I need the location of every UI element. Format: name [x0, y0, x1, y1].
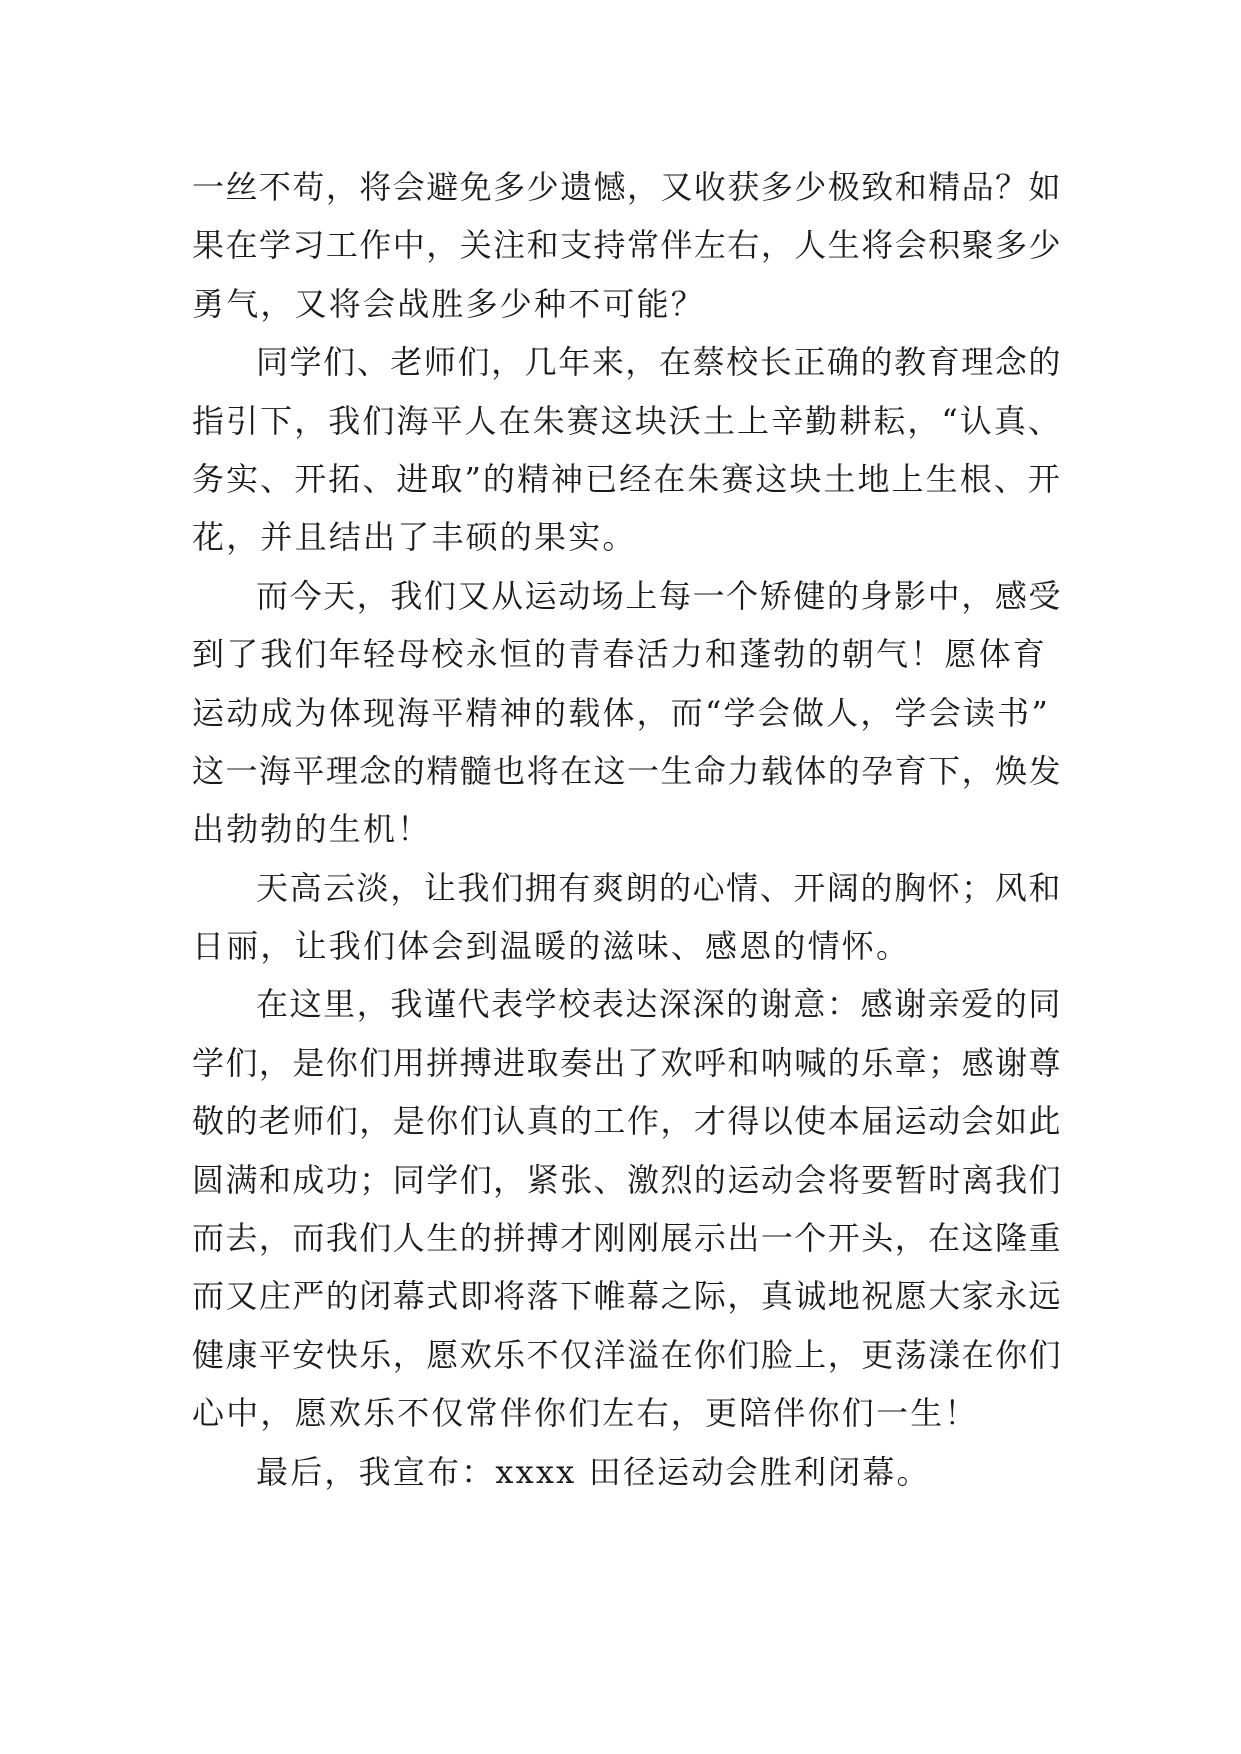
- text-line: 日丽，让我们体会到温暖的滋味、感恩的情怀。: [192, 927, 911, 966]
- text-line: 健康平安快乐，愿欢乐不仅洋溢在你们脸上，更荡漾在你们: [192, 1335, 1062, 1374]
- text-line: 而又庄严的闭幕式即将落下帷幕之际，真诚地祝愿大家永远: [192, 1277, 1062, 1316]
- text-line: 天高云淡，让我们拥有爽朗的心情、开阔的胸怀；风和: [256, 868, 1062, 907]
- text-line: 一丝不苟，将会避免多少遗憾，又收获多少极致和精品？如: [192, 168, 1062, 206]
- text-line: 而今天，我们又从运动场上每一个矫健的身影中，感受: [256, 576, 1062, 615]
- text-line: 这一海平理念的精髓也将在这一生命力载体的孕育下，焕发: [192, 751, 1062, 790]
- text-line: 最后，我宣布：xxxx 田径运动会胜利闭幕。: [256, 1452, 931, 1491]
- text-line: 到了我们年轻母校永恒的青春活力和蓬勃的朝气！愿体育: [192, 635, 1048, 674]
- text-line: 果在学习工作中，关注和支持常伴左右，人生将会积聚多少: [192, 226, 1062, 265]
- text-line: 学们，是你们用拼搏进取奏出了欢呼和呐喊的乐章；感谢尊: [192, 1043, 1062, 1082]
- text-line: 同学们、老师们，几年来，在蔡校长正确的教育理念的: [256, 343, 1062, 382]
- text-line: 指引下，我们海平人在朱赛这块沃土上辛勤耕耘，“认真、: [192, 401, 1062, 440]
- text-line: 勇气，又将会战胜多少种不可能？: [192, 284, 706, 323]
- text-line: 出勃勃的生机！: [192, 810, 432, 849]
- text-line: 运动成为体现海平精神的载体，而“学会做人，学会读书”: [192, 693, 1050, 732]
- text-line: 在这里，我谨代表学校表达深深的谢意：感谢亲爱的同: [256, 985, 1062, 1024]
- body-text: [192, 158, 1062, 1501]
- text-line: 务实、开拓、进取”的精神已经在朱赛这块土地上生根、开: [192, 459, 1062, 498]
- text-line: 敬的老师们，是你们认真的工作，才得以使本届运动会如此: [192, 1102, 1062, 1141]
- text-line: 花，并且结出了丰硕的果实。: [192, 518, 637, 557]
- text-line: 心中，愿欢乐不仅常伴你们左右，更陪伴你们一生！: [192, 1394, 979, 1433]
- text-line: 而去，而我们人生的拼搏才刚刚展示出一个开头，在这隆重: [192, 1219, 1062, 1258]
- text-line: 圆满和成功；同学们，紧张、激烈的运动会将要暂时离我们: [192, 1160, 1062, 1199]
